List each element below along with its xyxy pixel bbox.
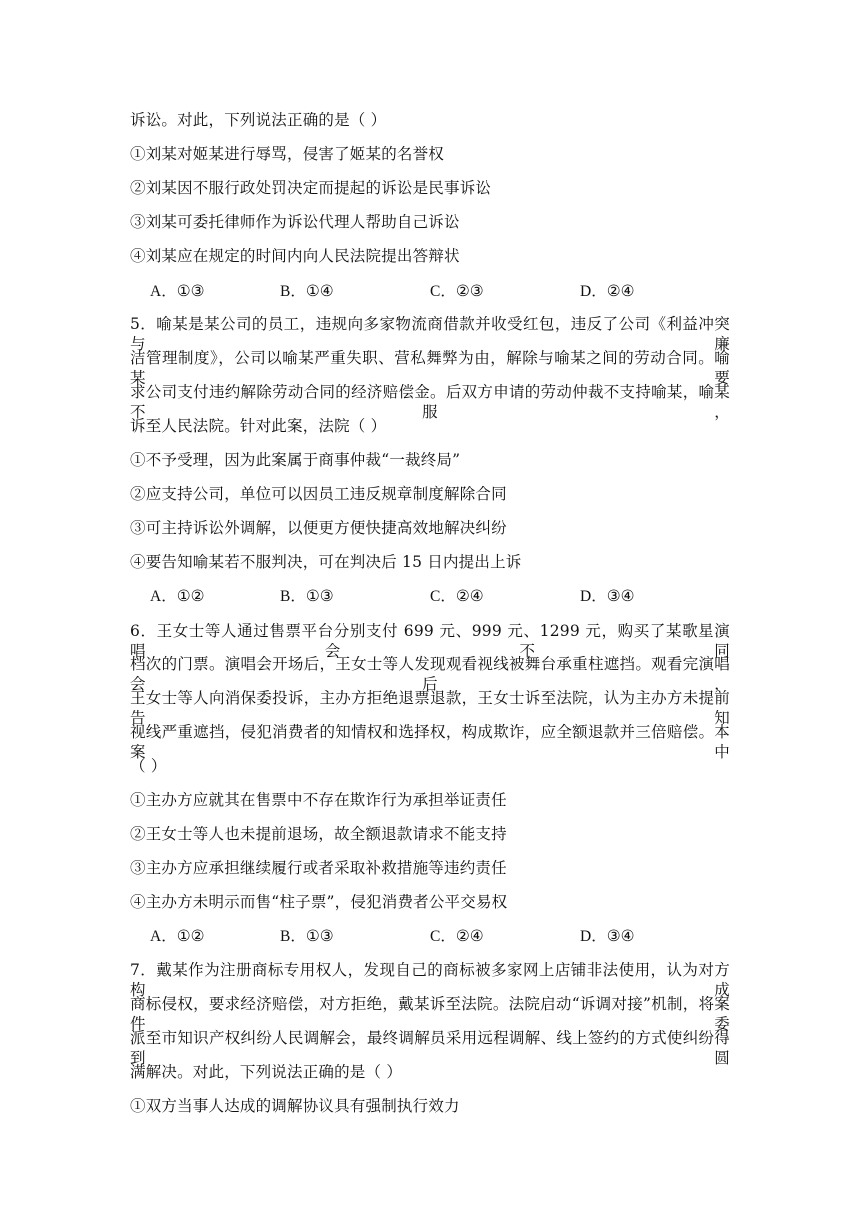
q6-option-b[interactable]: B．①③ xyxy=(280,927,334,945)
q6-stem-line-4: 视线严重遮挡，侵犯消费者的知情权和选择权，构成欺诈，应全额退款并三倍赔偿。本案中 xyxy=(130,723,730,761)
q5-option-b[interactable]: B．①③ xyxy=(280,587,334,605)
q6-item-1: ①主办方应就其在售票中不存在欺诈行为承担举证责任 xyxy=(130,791,507,809)
q6-option-c[interactable]: C．②④ xyxy=(430,927,484,945)
q5-options xyxy=(150,586,730,606)
q6-item-2: ②王女士等人也未提前退场，故全额退款请求不能支持 xyxy=(130,825,507,843)
q6-option-d[interactable]: D．③④ xyxy=(580,927,635,945)
q4-item-1: ①刘某对姬某进行辱骂，侵害了姬某的名誉权 xyxy=(130,145,445,163)
q7-stem-line-3: 派至市知识产权纠纷人民调解会，最终调解员采用远程调解、线上签约的方式使纠纷得到圆 xyxy=(130,1029,730,1067)
q6-option-a[interactable]: A．①② xyxy=(150,927,205,945)
q5-option-a[interactable]: A．①② xyxy=(150,587,205,605)
q5-stem-line-2: 洁管理制度》，公司以喻某严重失职、营私舞弊为由，解除与喻某之间的劳动合同。喻某要 xyxy=(130,349,730,387)
q6-stem-line-5: （ ） xyxy=(130,757,167,775)
q6-stem-line-2: 档次的门票。演唱会开场后，王女士等人发现观看视线被舞台承重柱遮挡。观看完演唱会后， xyxy=(130,655,730,693)
q5-option-d[interactable]: D．③④ xyxy=(580,587,635,605)
q6-options xyxy=(150,926,730,946)
q4-item-3: ③刘某可委托律师作为诉讼代理人帮助自己诉讼 xyxy=(130,213,460,231)
q5-stem-line-4: 诉至人民法院。针对此案，法院（ ） xyxy=(130,417,387,435)
q4-option-d[interactable]: D．②④ xyxy=(580,282,635,300)
q5-stem-line-3: 求公司支付违约解除劳动合同的经济赔偿金。后双方申请的劳动仲裁不支持喻某，喻某不服， xyxy=(130,383,730,421)
q7-stem-line-4: 满解决。对此，下列说法正确的是（ ） xyxy=(130,1063,403,1081)
q7-stem-line-2: 商标侵权，要求经济赔偿，对方拒绝，戴某诉至法院。法院启动“诉调对接”机制，将案件委 xyxy=(130,995,730,1033)
q5-item-1: ①不予受理，因为此案属于商事仲裁“一裁终局” xyxy=(130,451,461,469)
q6-item-4: ④主办方未明示而售“柱子票”，侵犯消费者公平交易权 xyxy=(130,893,508,911)
q4-stem-tail: 诉讼。对此，下列说法正确的是（ ） xyxy=(130,111,387,129)
q7-stem-line-1: 7．戴某作为注册商标专用权人，发现自己的商标被多家网上店铺非法使用，认为对方构成 xyxy=(130,961,730,999)
q6-item-3: ③主办方应承担继续履行或者采取补救措施等违约责任 xyxy=(130,859,507,877)
q6-stem-line-1: 6．王女士等人通过售票平台分别支付 699 元、999 元、1299 元，购买了某歌星演唱会不同 xyxy=(130,622,730,660)
q5-stem-line-1: 5．喻某是某公司的员工，违规向多家物流商借款并收受红包，违反了公司《利益冲突与廉 xyxy=(130,315,730,353)
q5-option-c[interactable]: C．②④ xyxy=(430,587,484,605)
q7-item-1: ①双方当事人达成的调解协议具有强制执行效力 xyxy=(130,1097,460,1115)
q4-option-c[interactable]: C．②③ xyxy=(430,282,484,300)
q5-item-2: ②应支持公司，单位可以因员工违反规章制度解除合同 xyxy=(130,485,507,503)
q5-item-4: ④要告知喻某若不服判决，可在判决后 15 日内提出上诉 xyxy=(130,553,522,571)
q4-options xyxy=(150,281,730,301)
q4-option-a[interactable]: A．①③ xyxy=(150,282,205,300)
q4-option-b[interactable]: B．①④ xyxy=(280,282,334,300)
q4-item-2: ②刘某因不服行政处罚决定而提起的诉讼是民事诉讼 xyxy=(130,179,492,197)
q4-item-4: ④刘某应在规定的时间内向人民法院提出答辩状 xyxy=(130,247,460,265)
q6-stem-line-3: 王女士等人向消保委投诉，主办方拒绝退票退款，王女士诉至法院，认为主办方未提前告知 xyxy=(130,689,730,727)
q5-item-3: ③可主持诉讼外调解，以便更方便快捷高效地解决纠纷 xyxy=(130,519,507,537)
